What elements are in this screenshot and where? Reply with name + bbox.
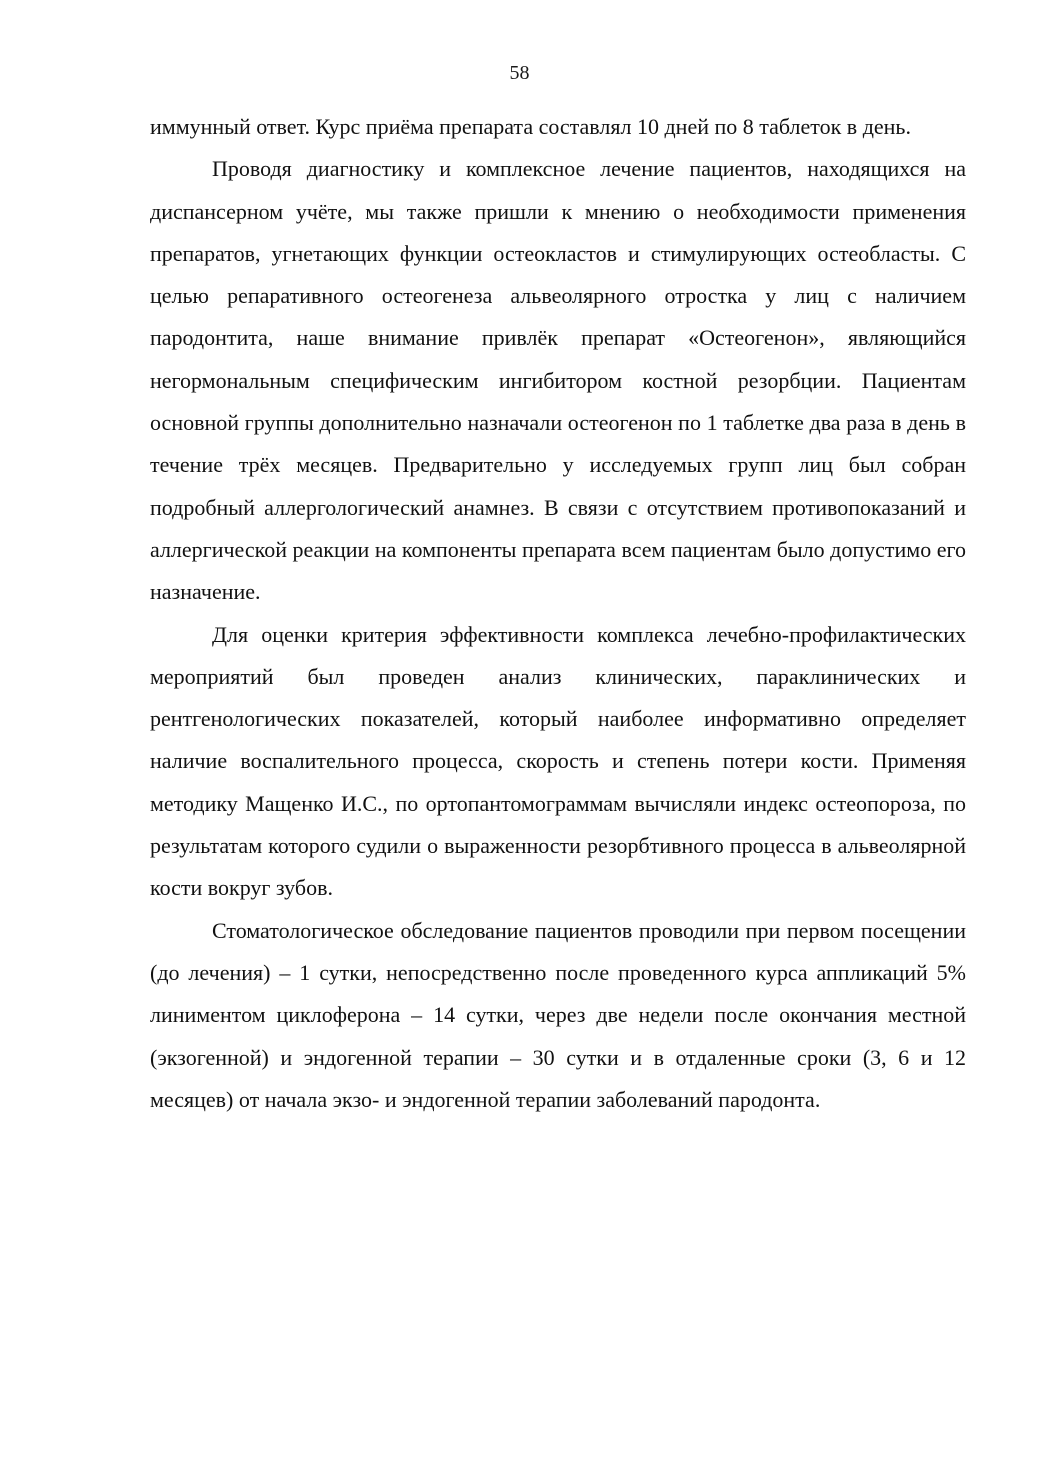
paragraph-examination-schedule: Стоматологическое обследование пациентов проводили при первом посещении (до лечения) – 1 сутки, непосредственно после проведенного курса аппликаций 5% линиментом циклоферона – 14 сутки, через две недели после окончания местной (экзогенной) и эндогенной терапии – 30 сутки и в отдаленные сроки (3, 6 и 12 месяцев) от начала экзо- и эндогенной терапии заболеваний пародонта. (150, 917, 966, 1112)
text-body (150, 106, 966, 1121)
page-number: 58 (509, 62, 530, 84)
paragraph-osteogenon: Проводя диагностику и комплексное лечение пациентов, находящихся на диспансерном учёте, мы также пришли к мнению о необходимости применения препаратов, угнетающих функции остеокластов и стимулирующих остеобласты. С целью репаративного остеогенеза альвеолярного отростка у лиц с наличием пародонтита, наше внимание привлёк препарат «Остеогенон», являющийся негормональным специфическим ингибитором костной резорбции. Пациентам основной группы дополнительно назначали остеогенон по 1 таблетке два раза в день в течение трёх месяцев. Предварительно у исследуемых групп лиц был собран подробный аллергологический анамнез. В связи с отсутствием противопоказаний и аллергической реакции на компоненты препарата всем пациентам было допустимо его назначение. (150, 156, 966, 605)
paragraph-continuation: иммунный ответ. Курс приёма препарата составлял 10 дней по 8 таблеток в день. (150, 114, 911, 139)
paragraph-effectiveness-criteria: Для оценки критерия эффективности комплекса лечебно-профилактических мероприятий был проведен анализ клинических, параклинических и рентгенологических показателей, который наиболее информативно определяет наличие воспалительного процесса, скорость и степень потери кости. Применяя методику Мащенко И.С., по ортопантомограммам вычисляли индекс остеопороза, по результатам которого судили о выраженности резорбтивного процесса в альвеолярной кости вокруг зубов. (150, 621, 966, 901)
